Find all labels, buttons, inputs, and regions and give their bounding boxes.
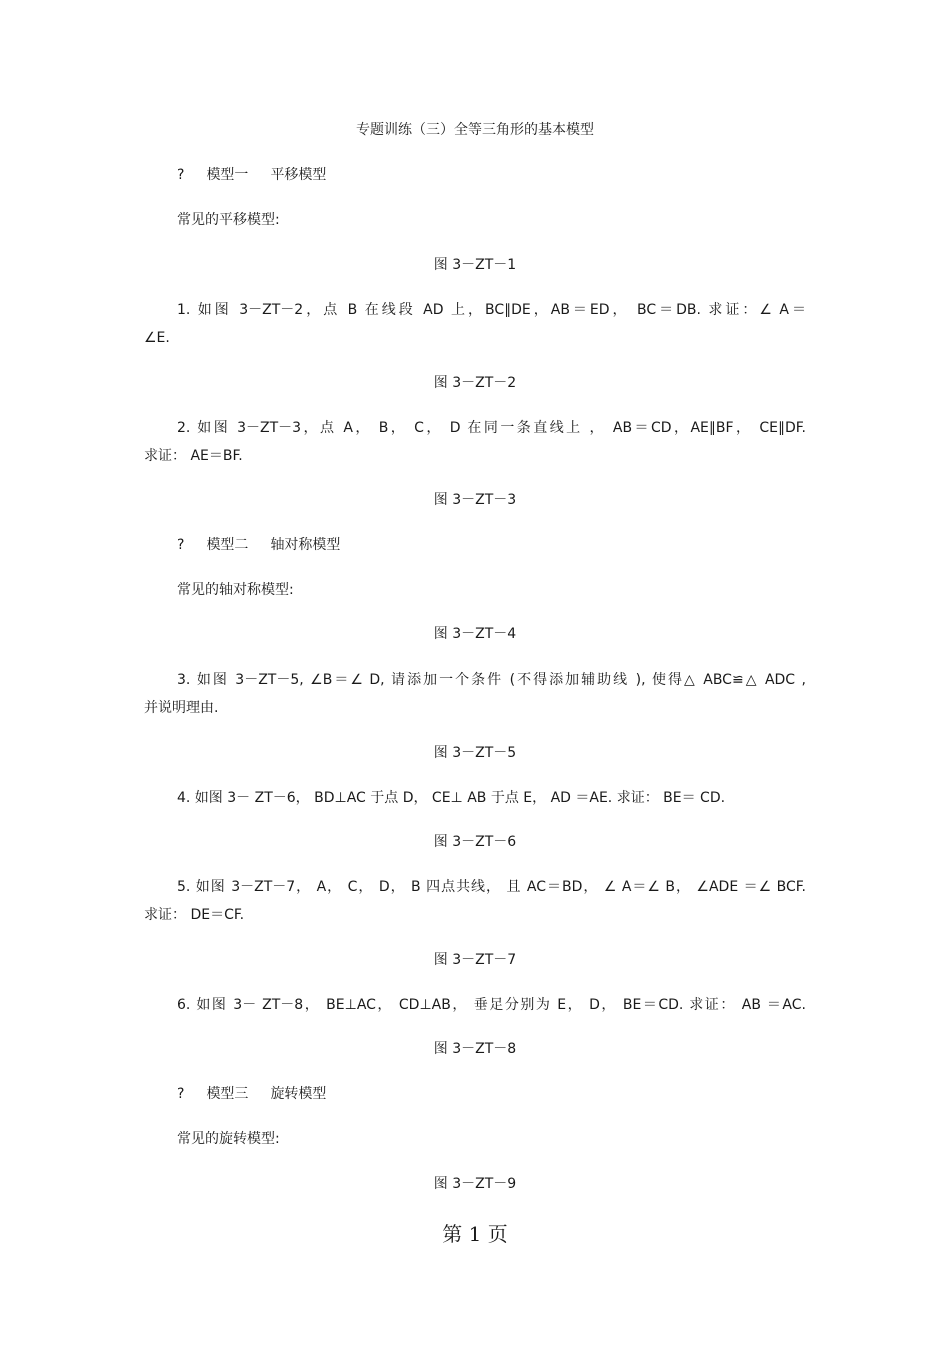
section-heading [177,535,340,555]
problem-text: 5. 如图 3－ZT－7， A， C， D， B 四点共线， 且 AC＝BD， ∠ A＝∠ B， ∠ADE ＝∠ BCF. [177,879,806,895]
figure-caption: 图 3－ZT－7 [433,952,517,968]
section-topic: 轴对称模型 [270,537,341,553]
problem-text: 2. 如图 3－ZT－3，点 A， B， C， D 在同一条直线上 ， AB＝CD，AE∥BF， CE∥DF. [177,420,806,436]
figure-caption: 图 3－ZT－8 [433,1041,517,1057]
problem-text: 3. 如图 3－ZT－5, ∠B＝∠ D, 请添加一个条件 (不得添加辅助线 ), 使得△ ABC≌△ ADC , [177,672,806,688]
section-heading [177,1084,326,1104]
figure-caption: 图 3－ZT－5 [433,745,517,761]
problem-text-continued: 并说明理由. [144,700,219,716]
section-topic: 平移模型 [270,167,327,183]
figure-caption: 图 3－ZT－9 [433,1176,517,1192]
section-marker: ? [177,537,185,553]
section-marker: ? [177,167,185,183]
section-marker: ? [177,1086,185,1102]
section-heading [177,165,326,185]
problem-text: 4. 如图 3－ ZT－6， BD⊥AC 于点 D， CE⊥ AB 于点 E， AD ＝AE. 求证： BE＝ CD. [177,790,726,806]
figure-caption: 图 3－ZT－1 [433,257,517,273]
section-intro: 常见的轴对称模型: [177,582,294,598]
page-number: 第 1 页 [442,1222,508,1246]
figure-caption: 图 3－ZT－2 [433,375,517,391]
section-intro: 常见的旋转模型: [177,1131,280,1147]
figure-caption: 图 3－ZT－3 [433,492,517,508]
section-intro: 常见的平移模型: [177,212,280,228]
problem-text-continued: ∠E. [144,330,170,346]
problem-text-continued: 求证： AE＝BF. [144,448,243,464]
section-name: 模型三 [206,1086,249,1102]
document-title: 专题训练（三）全等三角形的基本模型 [356,122,594,138]
section-name: 模型一 [206,167,249,183]
problem-text-continued: 求证： DE＝CF. [144,907,245,923]
figure-caption: 图 3－ZT－6 [433,834,517,850]
section-topic: 旋转模型 [270,1086,327,1102]
problem-text: 1. 如图 3－ZT－2，点 B 在线段 AD 上，BC∥DE，AB＝ED， BC＝DB. 求证：∠ A＝ [177,302,806,318]
figure-caption: 图 3－ZT－4 [433,626,517,642]
problem-text: 6. 如图 3－ ZT－8， BE⊥AC， CD⊥AB， 垂足分别为 E， D， BE＝CD. 求证： AB ＝AC. [177,997,806,1013]
section-name: 模型二 [206,537,249,553]
